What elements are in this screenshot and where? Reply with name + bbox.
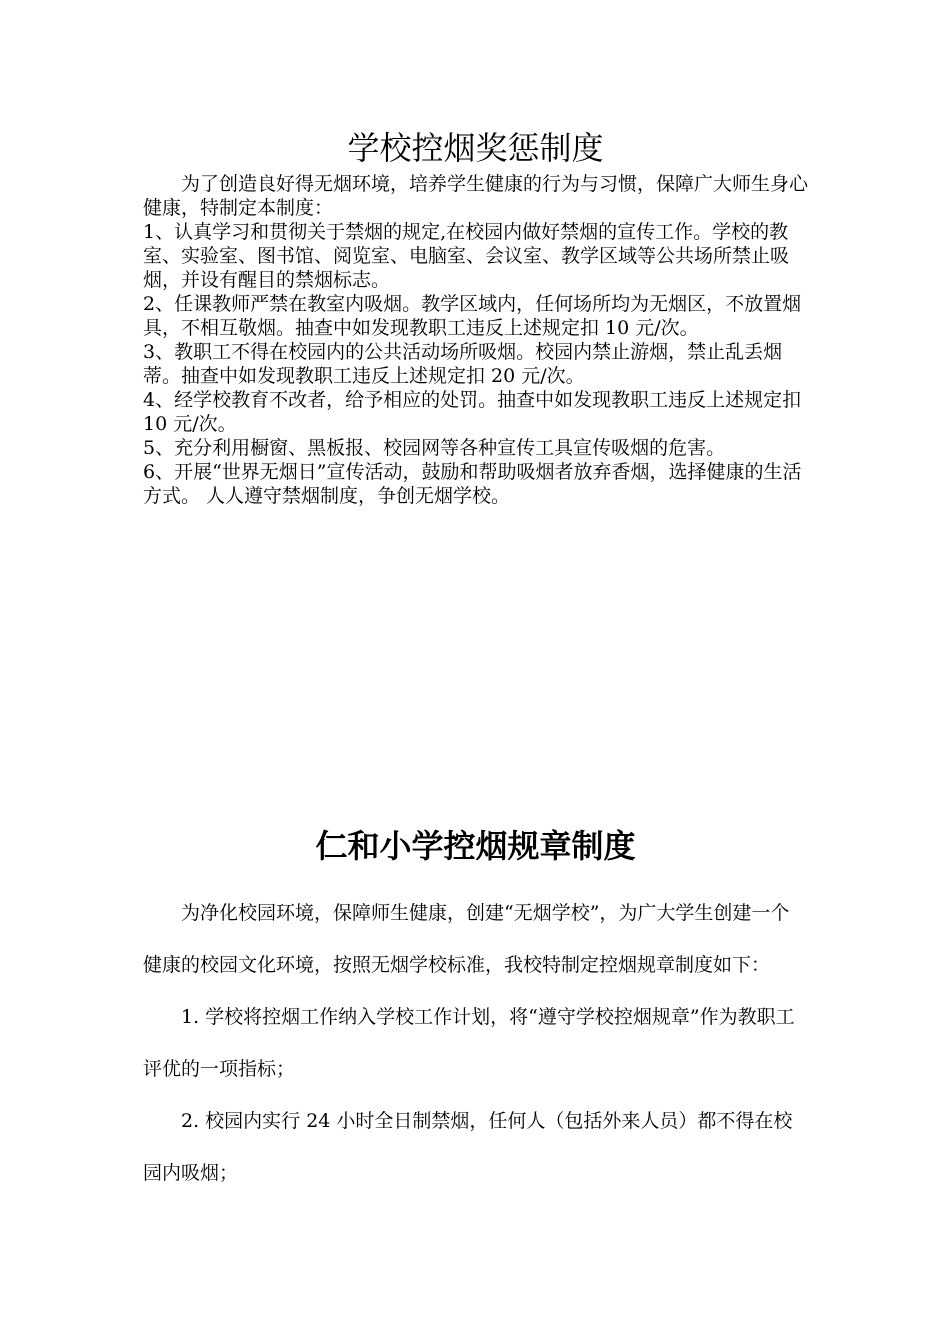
smoking-control-regulations-section [143,822,808,1199]
section1-title: 学校控烟奖惩制度 [347,129,604,167]
section1-item-2: 2、任课教师严禁在教室内吸烟。教学区域内，任何场所均为无烟区，不放置烟具，不相互敬烟。抽查中如发现教职工违反上述规定扣 10 元/次。 [143,293,802,339]
smoking-control-rewards-section [143,128,808,508]
section1-item-1: 1、认真学习和贯彻关于禁烟的规定,在校园内做好禁烟的宣传工作。学校的教室、实验室、图书馆、阅览室、电脑室、会议室、教学区域等公共场所禁止吸烟，并设有醒目的禁烟标志。 [143,221,790,291]
section1-item-6: 6、开展“世界无烟日”宣传活动，鼓励和帮助吸烟者放弃香烟，选择健康的生活方式。 人人遵守禁烟制度，争创无烟学校。 [143,461,802,507]
section1-item-4: 4、经学校教育不改者，给予相应的处罚。抽查中如发现教职工违反上述规定扣 10 元/次。 [143,389,802,435]
section2-rule-2: 2. 校园内实行 24 小时全日制禁烟，任何人（包括外来人员）都不得在校园内吸烟； [143,1110,793,1184]
section2-intro: 为净化校园环境，保障师生健康，创建“无烟学校”，为广大学生创建一个健康的校园文化环境，按照无烟学校标准，我校特制定控烟规章制度如下： [143,902,790,976]
section2-rule-1: 1. 学校将控烟工作纳入学校工作计划，将“遵守学校控烟规章”作为教职工评优的一项指标； [143,1006,795,1080]
section1-item-5: 5、充分利用橱窗、黑板报、校园网等各种宣传工具宣传吸烟的危害。 [143,437,726,459]
section2-title: 仁和小学控烟规章制度 [315,827,636,865]
section1-item-3: 3、教职工不得在校园内的公共活动场所吸烟。校园内禁止游烟，禁止乱丢烟蒂。抽查中如发现教职工违反上述规定扣 20 元/次。 [143,341,783,387]
section1-intro: 为了创造良好得无烟环境，培养学生健康的行为与习惯，保障广大师生身心健康，特制定本制度： [143,173,809,219]
